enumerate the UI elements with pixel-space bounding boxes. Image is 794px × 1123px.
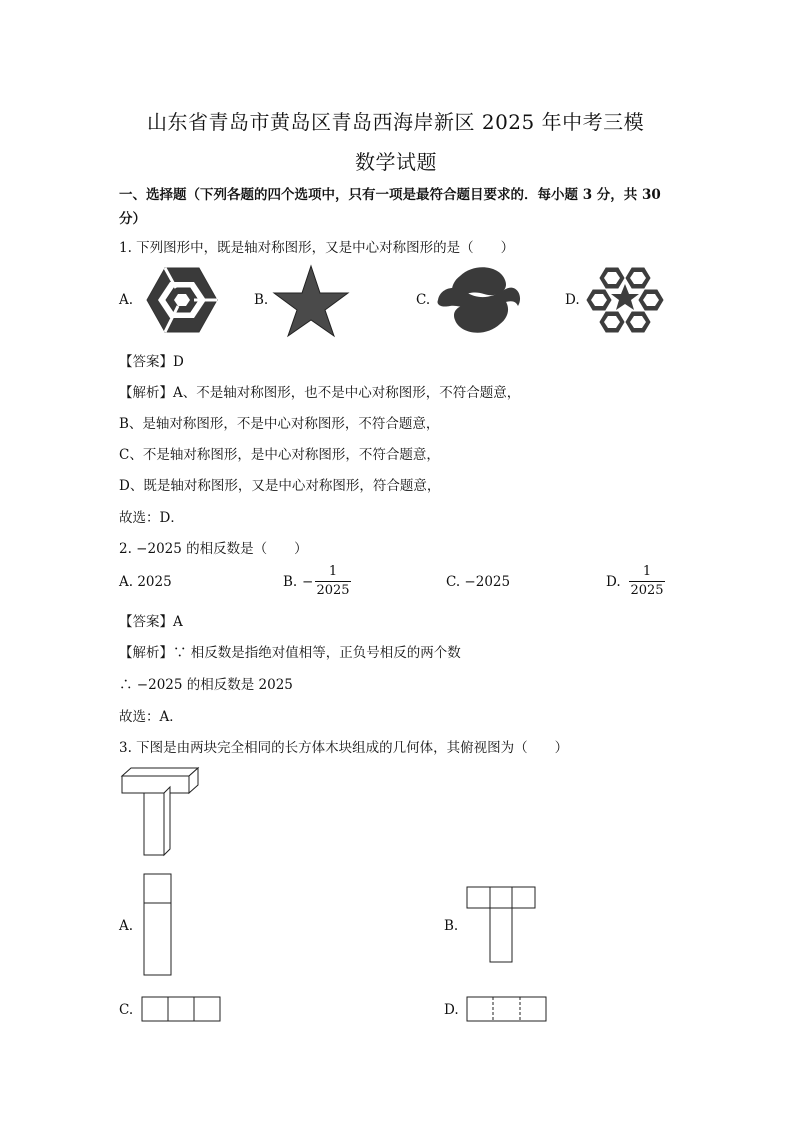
page-title: 山东省青岛市黄岛区青岛西海岸新区 2025 年中考三模 (147, 110, 645, 134)
fraction-denominator: 2025 (630, 583, 664, 598)
question-2-stem: 2. −2025 的相反数是（ ） (119, 541, 308, 557)
question-3-stem: 3. 下图是由两块完全相同的长方体木块组成的几何体，其俯视图为（ ） (119, 740, 569, 756)
q1-option-c-label: C. (416, 292, 431, 308)
q1-explanation-line: 故选：D． (119, 510, 184, 526)
fraction-numerator: 1 (642, 564, 652, 579)
fraction-numerator: 1 (328, 564, 338, 579)
q1-option-a-label: A. (119, 292, 134, 308)
question-1-stem: 1. 下列图形中，既是轴对称图形，又是中心对称图形的是（ ） (119, 240, 515, 256)
section-heading-cont: 分） (119, 211, 146, 227)
q3-option-b-label: B. (444, 918, 459, 934)
q1-explanation-line: D、既是轴对称图形，又是中心对称图形，符合题意， (119, 478, 441, 494)
q3-option-c-label: C. (119, 1002, 134, 1018)
q2-answer: 【答案】A (119, 614, 183, 630)
q2-option-b-label: B. (283, 574, 298, 590)
fraction-denominator: 2025 (316, 583, 350, 598)
q1-explanation-line: B、是轴对称图形，不是中心对称图形，不符合题意， (119, 416, 440, 432)
q1-option-b-label: B. (254, 292, 269, 308)
page-subtitle: 数学试题 (355, 150, 437, 174)
q2-explanation-line: 故选：A． (119, 709, 183, 725)
q1-explanation-line: 【解析】A、不是轴对称图形，也不是中心对称图形，不符合题意， (119, 385, 521, 401)
q1-explanation-line: C、不是轴对称图形，是中心对称图形，不符合题意， (119, 447, 440, 463)
q1-option-d-label: D. (565, 292, 580, 308)
q2-option-b-sign: − (302, 574, 314, 590)
q2-option-d-label: D. (606, 574, 621, 590)
q3-option-d-label: D. (444, 1002, 459, 1018)
q2-explanation-line: ∴ −2025 的相反数是 2025 (119, 677, 293, 693)
q2-explanation-line: 【解析】∵ 相反数是指绝对值相等，正负号相反的两个数 (119, 645, 461, 661)
q2-option-a: A. 2025 (119, 574, 172, 590)
section-heading: 一、选择题（下列各题的四个选项中，只有一项是最符合题目要求的．每小题 3 分，共 30 (119, 187, 661, 203)
q1-answer: 【答案】D (119, 354, 184, 370)
q3-option-a-label: A. (119, 918, 134, 934)
q2-option-c: C. −2025 (446, 574, 511, 590)
